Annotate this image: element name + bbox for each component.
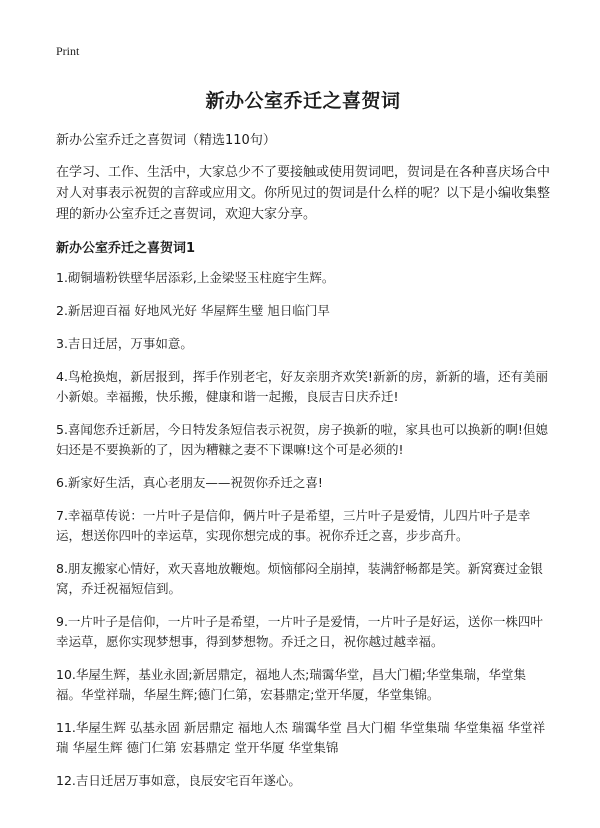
greeting-entry: 11.华屋生辉 弘基永固 新居鼎定 福地人杰 瑞霭华堂 昌大门楣 华堂集瑞 华堂集福 华堂祥瑞 华屋生辉 德门仁第 宏碁鼎定 堂开华厦 华堂集锦 [56,720,546,755]
page-title: 新办公室乔迁之喜贺词 [205,90,401,112]
greeting-entry: 7.幸福草传说：一片叶子是信仰，俩片叶子是希望，三片叶子是爱情，儿四片叶子是幸运，想送你四叶的幸运草，实现你想完成的事。祝你乔迁之喜，步步高升。 [56,508,531,543]
greeting-entry: 12.吉日迁居万事如意，良辰安宅百年遂心。 [56,773,301,788]
intro-paragraph: 在学习、工作、生活中，大家总少不了要接触或使用贺词吧，贺词是在各种喜庆场合中对人对事表示祝贺的言辞或应用文。你所见过的贺词是什么样的呢？以下是小编收集整理的新办公室乔迁之喜贺词，欢迎大家分享。 [56,165,551,222]
greeting-entry: 3.吉日迁居，万事如意。 [56,336,193,351]
greeting-entry: 9.一片叶子是信仰，一片叶子是希望，一片叶子是爱情，一片叶子是好运，送你一株四叶幸运草，愿你实现梦想事，得到梦想物。乔迁之日，祝你越过越幸福。 [56,614,543,649]
print-link[interactable]: Print [56,44,80,58]
article-subtitle: 新办公室乔迁之喜贺词（精选110句） [56,133,276,148]
section-heading: 新办公室乔迁之喜贺词1 [56,241,196,256]
greeting-entry: 8.朋友搬家心情好，欢天喜地放鞭炮。烦恼郁闷全崩掉，装满舒畅都是笑。新窝赛过金银窝，乔迁祝福短信到。 [56,561,543,596]
greeting-entry: 2.新居迎百福 好地风光好 华屋辉生璧 旭日临门早 [56,303,330,318]
greeting-entry: 10.华屋生辉，基业永固;新居鼎定，福地人杰;瑞霭华堂，昌大门楣;华堂集瑞，华堂集福。华堂祥瑞，华屋生辉;德门仁第，宏碁鼎定;堂开华厦，华堂集锦。 [56,667,527,702]
greeting-entry: 5.喜闻您乔迁新居，今日特发条短信表示祝贺，房子换新的啦，家具也可以换新的啊!但媳妇还是不要换新的了，因为糟糠之妻不下课嘛!这个可是必须的! [56,422,548,457]
greeting-entry: 1.砌铜墙粉铁壁华居添彩,上金梁竖玉柱庭宇生辉。 [56,270,335,285]
greeting-entry: 4.鸟枪换炮，新居报到，挥手作别老宅，好友亲朋齐欢笑!新新的房，新新的墙，还有美丽小新娘。幸福搬，快乐搬，健康和谐一起搬，良辰吉日庆乔迁! [56,369,548,404]
greeting-entry: 6.新家好生活，真心老朋友——祝贺你乔迁之喜! [56,475,323,490]
